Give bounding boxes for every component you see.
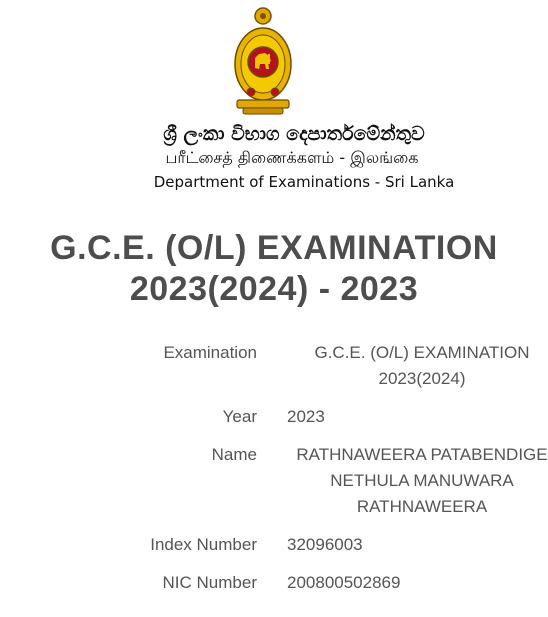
department-name-tamil: பரீட்சைத் திணைக்களம் - இலங்கை [165, 148, 419, 167]
detail-row-year [0, 404, 548, 430]
department-name-sinhala: ශ්‍රී ලංකා විභාග දෙපාර්තමේන්තුව [163, 123, 425, 145]
year-label: Year [222, 407, 257, 426]
index-number-label: Index Number [150, 535, 257, 554]
index-number-value: 32096003 [287, 535, 363, 554]
national-emblem-icon [231, 6, 295, 116]
department-name-english: Department of Examinations - Sri Lanka [153, 173, 455, 191]
detail-row-index-number [0, 532, 548, 558]
page-title-line1: G.C.E. (O/L) EXAMINATION [50, 229, 498, 267]
detail-row-nic-number [0, 570, 548, 596]
examination-label: Examination [163, 343, 257, 362]
result-details [0, 340, 548, 608]
year-value: 2023 [287, 407, 325, 426]
detail-row-examination [0, 340, 548, 392]
nic-number-value: 200800502869 [287, 573, 401, 592]
department-name-block [0, 122, 548, 194]
page-title [0, 228, 548, 310]
nic-number-label: NIC Number [162, 573, 257, 592]
examination-value: G.C.E. (O/L) EXAMINATION 2023(2024) [314, 343, 530, 388]
name-label: Name [211, 445, 257, 464]
name-value: RATHNAWEERA PATABENDIGE NETHULA MANUWARA RATHNAWEERA [296, 445, 548, 516]
detail-row-name [0, 442, 548, 520]
page-title-line2: 2023(2024) - 2023 [129, 270, 419, 308]
